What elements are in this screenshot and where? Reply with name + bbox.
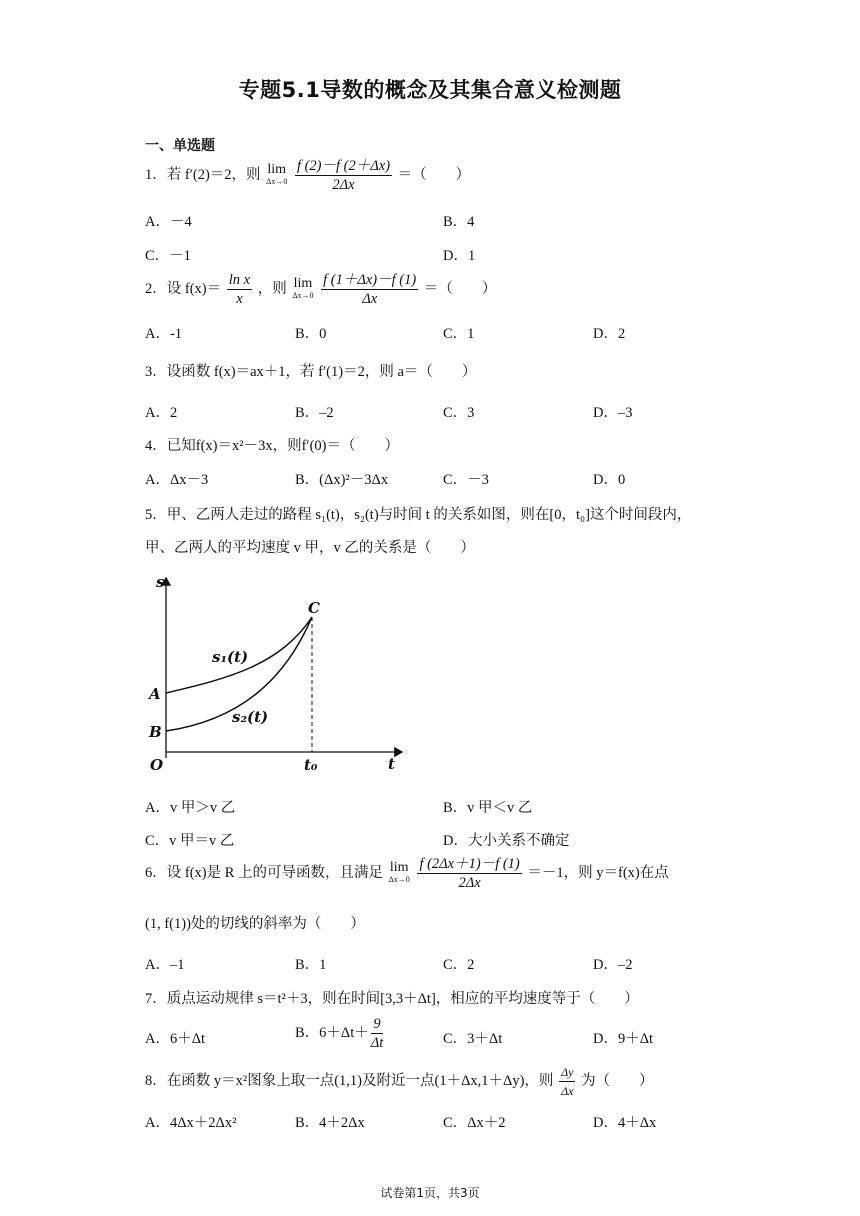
fraction: $\frac{\Delta y}{\Delta x}$ [561,1065,574,1098]
question-8-stem: 8．在函数 y＝x²图象上取一点(1,1)及附近一点(1＋Δx,1＋Δy)，则 $\frac{\Delta y}{\Delta x}$ 为（ ） [145,1065,654,1098]
option-6b: B．1 [295,957,327,973]
page-footer: 试卷第1页，共3页 [380,1186,480,1200]
option-6c: C．2 [443,957,475,973]
option-7b: B．6＋Δt＋ $\frac{9}{\Delta t}$ [295,1016,384,1051]
label-s: s [156,573,165,591]
label-a: A [149,685,161,703]
option-3a: A．2 [145,405,178,421]
option-7c: C．3＋Δt [443,1031,503,1047]
fraction: $\frac{\text{ln x}}{x}$ [228,272,251,307]
option-1a: A．－4 [145,214,192,230]
option-1b: B．4 [443,214,475,230]
question-5-stem-line1: 5．甲、乙两人走过的路程 s₁(t)，s₂(t)与时间 t 的关系如图，则在[0，t₀]这个时间段内， [145,507,692,523]
option-1d: D．1 [443,248,476,264]
fraction: $\frac{f (2)-f (2+\Delta x)}{2\Delta x}$ [296,158,391,193]
label-c: C [308,599,320,617]
option-2a: A．-1 [145,326,183,342]
option-5a: A．v 甲＞v 乙 [145,800,236,816]
label-s2: s₂(t) [232,708,269,726]
question-6-stem: 6．设 f(x)是 R 上的可导函数，且满足 lim Δx→0 $\frac{f (2\Delta x+1)-f (1)}{2\Delta x}$ ＝－1，则 y＝f(x)在点 [145,856,669,891]
option-5c: C．v 甲＝v 乙 [145,833,235,849]
option-8a: A．4Δx＋2Δx² [145,1115,237,1131]
option-7d: D．9＋Δt [593,1031,654,1047]
question-6-stem-line2: (1, f(1))处的切线的斜率为（ ） [145,916,365,932]
fraction: $\frac{f (1+\Delta x)-f (1)}{\Delta x}$ [323,272,417,307]
page-title: 专题5.1导数的概念及其集合意义检测题 [238,78,622,102]
question-3-stem: 3．设函数 f(x)＝ax＋1，若 f′(1)＝2，则 a＝（ ） [145,364,477,380]
limit-symbol: lim Δx→0 [292,275,314,300]
option-6d: D．–2 [593,957,633,973]
option-4b: B．(Δx)²－3Δx [295,472,389,488]
label-o: O [150,756,164,774]
option-2d: D．2 [593,326,626,342]
question-7-stem: 7．质点运动规律 s＝t²＋3，则在时间[3,3＋Δt]，相应的平均速度等于（ ） [145,991,639,1007]
option-3d: D．–3 [593,405,633,421]
option-1c: C．－1 [145,248,191,264]
limit-symbol: lim Δx→0 [388,859,410,884]
label-s1: s₁(t) [212,648,249,666]
option-6a: A．–1 [145,957,185,973]
limit-symbol: lim Δx→0 [266,161,288,186]
option-3b: B．–2 [295,405,334,421]
label-t0: t₀ [304,756,318,774]
label-t: t [388,755,395,773]
label-b: B [149,723,162,741]
option-2b: B．0 [295,326,327,342]
distance-time-graph [140,570,415,780]
option-5d: D．大小关系不确定 [443,833,570,849]
option-8b: B．4＋2Δx [295,1115,365,1131]
question-1-stem: 1．若 f′(2)＝2，则 lim Δx→0 $\frac{f (2)-f (2+\Delta x)}{2\Delta x}$ ＝（ ） [145,158,471,193]
option-8c: C．Δx＋2 [443,1115,506,1131]
option-5b: B．v 甲＜v 乙 [443,800,533,816]
option-4d: D．0 [593,472,626,488]
option-4c: C．－3 [443,472,489,488]
fraction: $\frac{f (2\Delta x+1)-f (1)}{2\Delta x}$ [419,856,520,891]
option-8d: D．4＋Δx [593,1115,657,1131]
option-3c: C．3 [443,405,475,421]
question-4-stem: 4．已知f(x)＝x²－3x，则f′(0)＝（ ） [145,438,399,454]
section-heading: 一、单选题 [145,138,215,154]
question-5-stem-line2: 甲、乙两人的平均速度 v 甲，v 乙的关系是（ ） [145,540,475,556]
fraction: $\frac{9}{\Delta t}$ [370,1016,384,1051]
question-2-stem: 2．设 f(x)＝ $\frac{\text{ln x}}{x}$ ，则 lim Δx→0 $\frac{f (1+\Delta x)-f (1)}{\Delta x}$ ＝（ ） [145,272,497,307]
option-2c: C．1 [443,326,475,342]
option-4a: A．Δx－3 [145,472,209,488]
option-7a: A．6＋Δt [145,1031,206,1047]
